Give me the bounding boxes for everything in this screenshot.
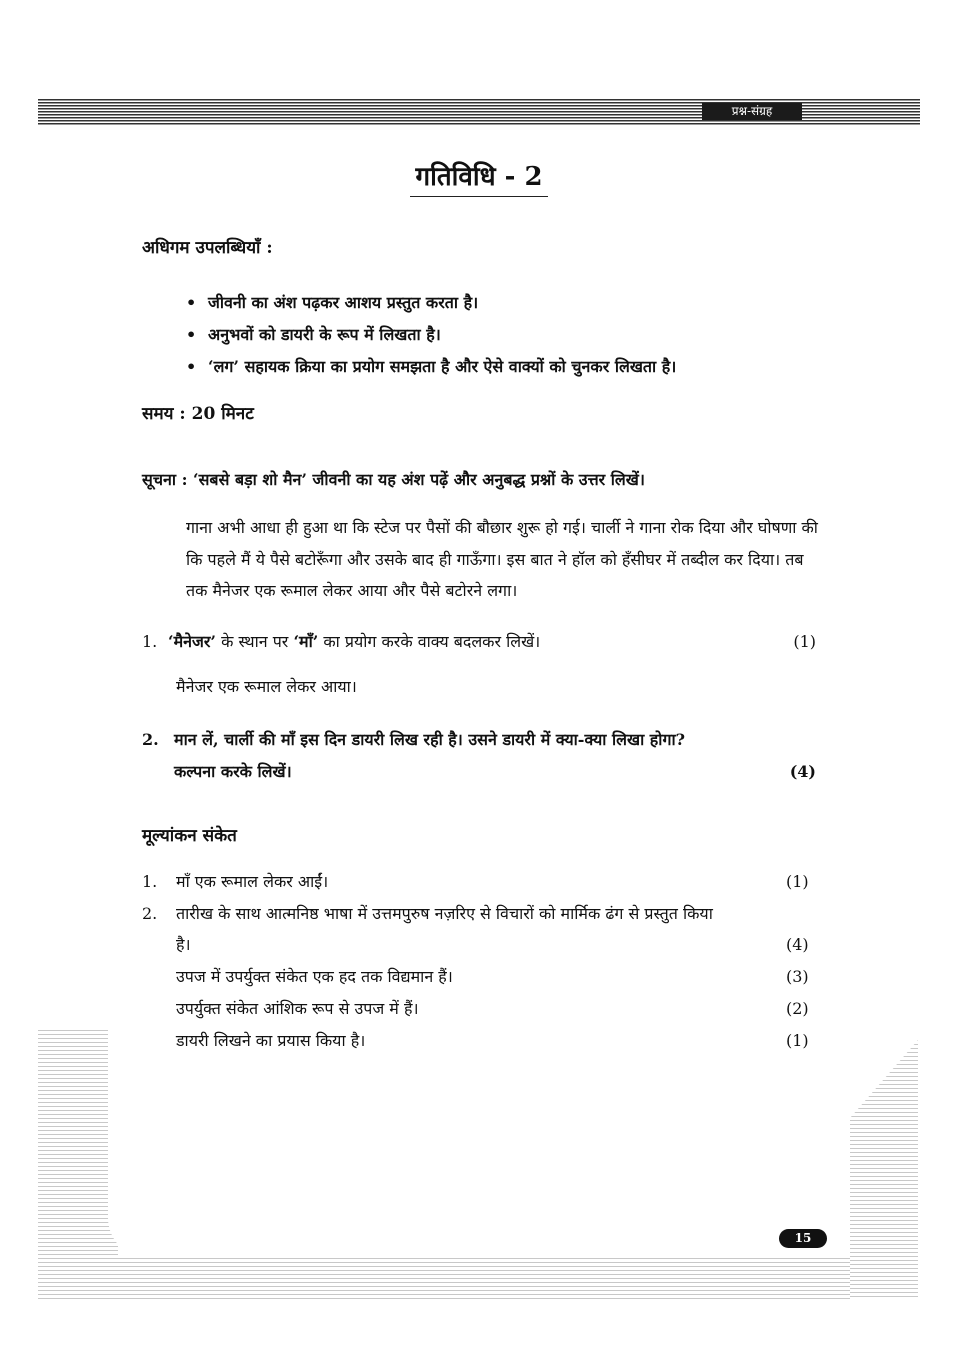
question-1-sentence: मैनेजर एक रूमाल लेकर आया। xyxy=(176,677,357,696)
evaluation-answer-2: 2. तारीख के साथ आत्मनिष्ठ भाषा में उत्तमपुरुष नज़रिए से विचारों को मार्मिक ढंग से प्रस्तुत किया xyxy=(142,904,713,923)
question-2-line-1: 2. मान लें, चार्ली की माँ इस दिन डायरी लिख रही है। उसने डायरी में क्या-क्या लिखा होगा? xyxy=(142,724,816,755)
decorative-stripes-bottom xyxy=(38,1258,918,1300)
instruction: सूचना : ‘सबसे बड़ा शो मैन’ जीवनी का यह अंश पढ़ें और अनुबद्ध प्रश्नों के उत्तर लिखें। xyxy=(142,470,645,489)
outcome-item: • अनुभवों को डायरी के रूप में लिखता है। xyxy=(186,319,676,351)
question-1: 1. ‘मैनेजर’ के स्थान पर ‘माँ’ का प्रयोग करके वाक्य बदलकर लिखें। (1) xyxy=(142,626,816,657)
bullet-icon: • xyxy=(186,357,197,376)
evaluation-marks: (4) xyxy=(786,935,809,954)
title-underline xyxy=(410,196,548,197)
outcome-item: • जीवनी का अंश पढ़कर आशय प्रस्तुत करता है। xyxy=(186,287,676,319)
question-marks: (4) xyxy=(789,762,816,781)
page-number: 15 xyxy=(779,1229,827,1248)
outcome-item: • ‘लग’ सहायक क्रिया का प्रयोग समझता है और ऐसे वाक्यों को चुनकर लिखता है। xyxy=(186,351,676,383)
evaluation-level: उपज में उपर्युक्त संकेत एक हद तक विद्यमान हैं। xyxy=(176,967,453,986)
evaluation-marks: (3) xyxy=(786,967,809,986)
decorative-stripes-right xyxy=(850,1040,918,1300)
evaluation-answer-2-cont: है। xyxy=(176,935,191,954)
time-limit: समय : 20 मिनट xyxy=(142,404,254,424)
evaluation-marks: (1) xyxy=(786,872,809,891)
evaluation-heading: मूल्यांकन संकेत xyxy=(142,826,237,846)
evaluation-answer-1: 1. माँ एक रूमाल लेकर आईं। xyxy=(142,872,329,891)
bullet-icon: • xyxy=(186,325,197,344)
header-label: प्रश्न-संग्रह xyxy=(702,103,802,120)
page-title: गतिविधि - 2 xyxy=(415,162,543,192)
passage: गाना अभी आधा ही हुआ था कि स्टेज पर पैसों की बौछार शुरू हो गई। चार्ली ने गाना रोक दिया और घोषणा की कि पहले मैं ये पैसे बटोरूँगा और उसके बाद ही गाऊँगा। इस बात ने हॉल को हँसीघर में तब्दील कर दिया। तब तक मैनेजर एक रूमाल लेकर आया और पैसे बटोरने लगा। xyxy=(186,518,818,600)
evaluation-level: उपर्युक्त संकेत आंशिक रूप से उपज में हैं। xyxy=(176,999,419,1018)
outcomes-heading: अधिगम उपलब्धियाँ : xyxy=(142,238,273,258)
question-2-line-2: कल्पना करके लिखें। (4) xyxy=(142,756,816,787)
evaluation-level: डायरी लिखने का प्रयास किया है। xyxy=(176,1031,366,1050)
outcomes-list xyxy=(186,287,676,383)
question-number: 1. xyxy=(142,632,158,651)
evaluation-marks: (1) xyxy=(786,1031,809,1050)
evaluation-marks: (2) xyxy=(786,999,809,1018)
page-white-panel xyxy=(108,1030,850,1258)
question-marks: (1) xyxy=(793,632,816,651)
question-number: 2. xyxy=(142,730,159,749)
bullet-icon: • xyxy=(186,293,197,312)
